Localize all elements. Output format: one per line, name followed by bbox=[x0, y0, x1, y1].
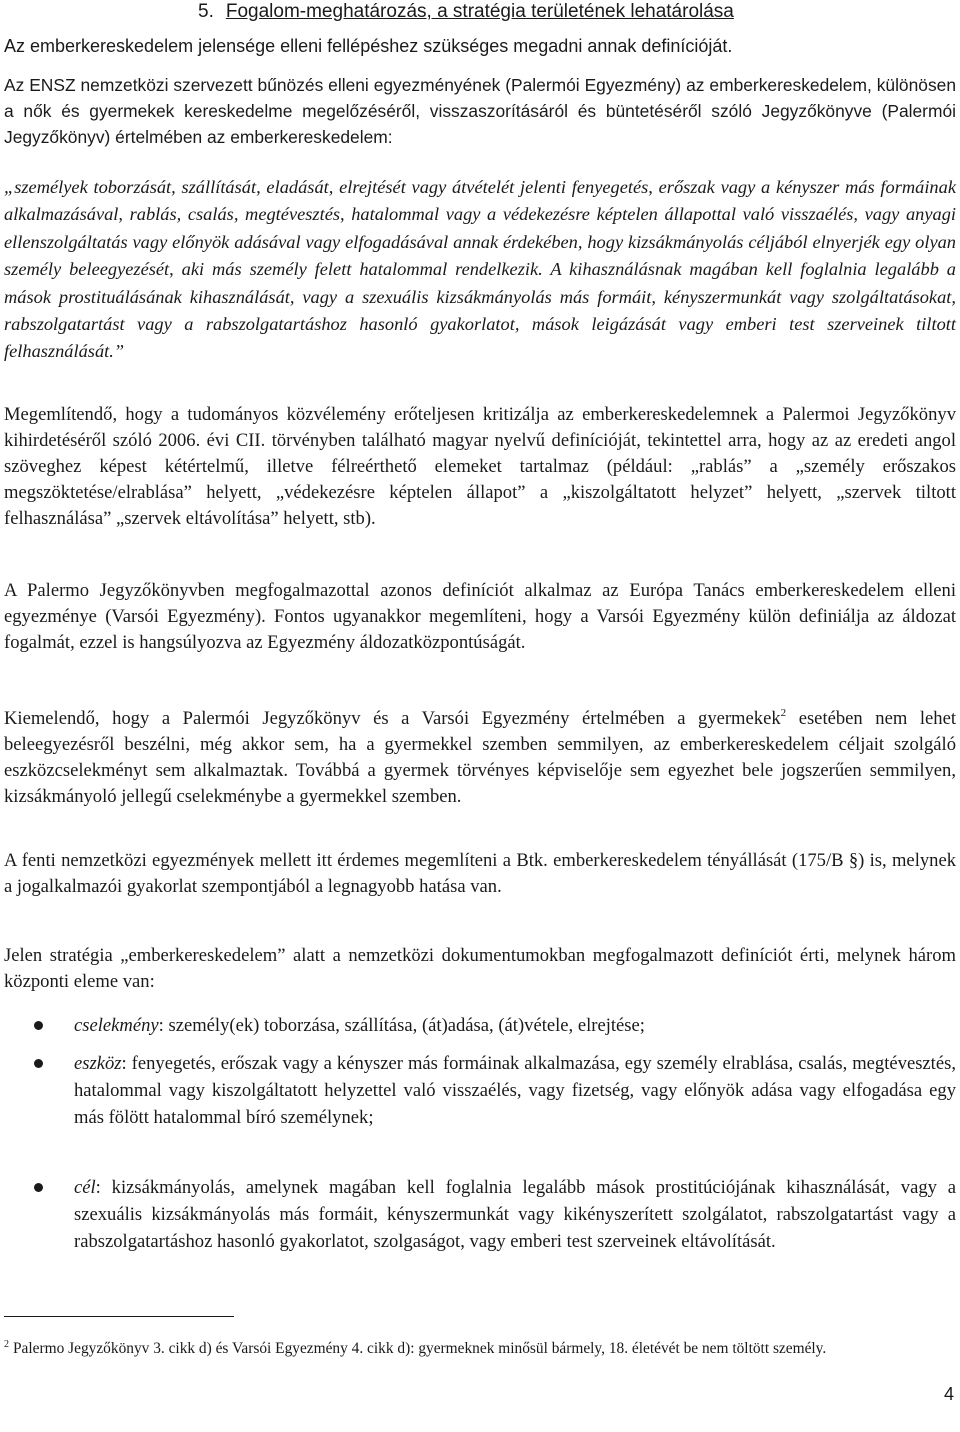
list-item-term: eszköz bbox=[74, 1053, 122, 1074]
definition-quote: „személyek toborzását, szállítását, eladását, elrejtését vagy átvételét jelenti fenyegetés, erőszak vagy a kényszer más formáinak alkalmazásával, rablás, csalás, megtévesztés, hatalommal vagy a védekezésre képtelen állapottal való visszaélés, vagy anyagi ellenszolgáltatás vagy előnyök adásával vagy elfogadásával annak érdekében, hogy kizsákmányolás céljából elnyerjék egy olyan személy beleegyezését, aki más személy felett hatalommal rendelkezik. A kihasználásnak magában kell foglalnia legalább a mások prostituálásának kihasználását, vagy a szexuális kizsákmányolás más formáit, kényszermunkát vagy szolgáltatásokat, rabszolgatartást vagy a rabszolgatartáshoz hasonló gyakorlatot, mások leigázását vagy emberi test szerveinek tiltott felhasználását.” bbox=[4, 177, 956, 362]
footnote-divider bbox=[4, 1316, 234, 1317]
children-paragraph-end: esetében nem lehet beleegyezésről beszélni, még akkor sem, ha a gyermekkel szemben semmilyen, az emberkereskedelem céljait szolgáló eszközcselekményt sem alkalmaztak. Továbbá a gyermek törvényes képviselője sem egyezhet bele jogszerűen semmilyen, kizsákmányoló jellegű cselekménybe a gyermekkel szemben. bbox=[4, 708, 956, 807]
children-paragraph bbox=[4, 700, 956, 810]
children-paragraph-start: Kiemelendő, hogy a Palermói Jegyzőkönyv és a Varsói Egyezmény értelmében a gyermekek bbox=[4, 708, 781, 729]
section-heading bbox=[198, 0, 734, 24]
bullet-icon bbox=[34, 1021, 43, 1030]
critique-paragraph: Megemlítendő, hogy a tudományos közvélemény erőteljesen kritizálja az emberkereskedelemnek a Palermoi Jegyzőkönyv kihirdetéséről szóló 2006. évi CII. törvényben található magyar nyelvű definícióját, tekintettel arra, hogy az az eredeti angol szöveghez képest kétértelmű, illetve félreérthető elemeket tartalmaz (például: „rablás” a „személy erőszakos megszöktetése/elrablása” helyett, „védekezésre képtelen állapot” a „kiszolgáltatott helyzet” helyett, „szervek tiltott felhasználása” „szervek eltávolítása” helyett, stb). bbox=[4, 404, 956, 529]
bullet-icon bbox=[34, 1183, 43, 1192]
list-item-text bbox=[74, 1012, 956, 1039]
list-item-text bbox=[74, 1050, 956, 1131]
bullet-icon bbox=[34, 1059, 43, 1068]
warsaw-paragraph: A Palermo Jegyzőkönyvben megfogalmazottal azonos definíciót alkalmaz az Európa Tanács emberkereskedelem elleni egyezménye (Varsói Egyezmény). Fontos ugyanakkor megemlíteni, hogy a Varsói Egyezmény külön definiálja az áldozat fogalmát, ezzel is hangsúlyozva az Egyezmény áldozatközpontúságát. bbox=[4, 580, 956, 653]
list-item-body: : fenyegetés, erőszak vagy a kényszer más formáinak alkalmazása, egy személy elrablása, csalás, megtévesztés, hatalommal vagy kiszolgáltatott helyzettel való visszaélés, vagy fizetség, vagy előnyök adása vagy elfogadása egy más fölött hatalommal bíró személynek; bbox=[74, 1053, 956, 1128]
page-number: 4 bbox=[943, 1384, 954, 1404]
section-title: Fogalom-meghatározás, a stratégia területének lehatárolása bbox=[225, 1, 734, 22]
list-item-term: cselekmény bbox=[74, 1015, 159, 1036]
section-number: 5. bbox=[198, 1, 214, 22]
strategy-paragraph: Jelen stratégia „emberkereskedelem” alatt a nemzetközi dokumentumokban megfogalmazott definíciót érti, melynek három központi eleme van: bbox=[4, 945, 956, 992]
footnote-text: Palermo Jegyzőkönyv 3. cikk d) és Varsói Egyezmény 4. cikk d): gyermeknek minősül bármely, 18. életévét be nem töltött személy. bbox=[13, 1340, 827, 1357]
list-item-body: : személy(ek) toborzása, szállítása, (át)adása, (át)vétele, elrejtése; bbox=[158, 1015, 645, 1036]
btk-paragraph: A fenti nemzetközi egyezmények mellett itt érdemes megemlíteni a Btk. emberkereskedelem tényállását (175/B §) is, melynek a jogalkalmazói gyakorlat szempontjából a legnagyobb hatása van. bbox=[4, 850, 956, 897]
list-item-term: cél bbox=[74, 1177, 96, 1198]
lead-sentence: Az emberkereskedelem jelensége elleni fellépéshez szükséges megadni annak definícióját. bbox=[4, 36, 733, 56]
footnote-reference: 2 bbox=[780, 707, 787, 719]
list-item-text bbox=[74, 1174, 956, 1255]
list-item-body: : kizsákmányolás, amelynek magában kell foglalnia legalább mások prostitúciójának kihasználását, vagy a szexuális kizsákmányolás más formáit, kényszermunkát vagy kikényszerített szolgálatot, rabszolgatartást vagy a rabszolgatartáshoz hasonló gyakorlatot, szolgaságot, vagy emberi test szerveinek eltávolítását. bbox=[74, 1177, 956, 1252]
footnote bbox=[4, 1333, 956, 1361]
footnote-mark: 2 bbox=[4, 1339, 9, 1350]
intro-paragraph: Az ENSZ nemzetközi szervezett bűnözés elleni egyezményének (Palermói Egyezmény) az emberkereskedelem, különösen a nők és gyermekek kereskedelme megelőzéséről, visszaszorításáról és büntetéséről szóló Jegyzőkönyve (Palermói Jegyzőkönyv) értelmében az emberkereskedelem: bbox=[4, 75, 956, 147]
